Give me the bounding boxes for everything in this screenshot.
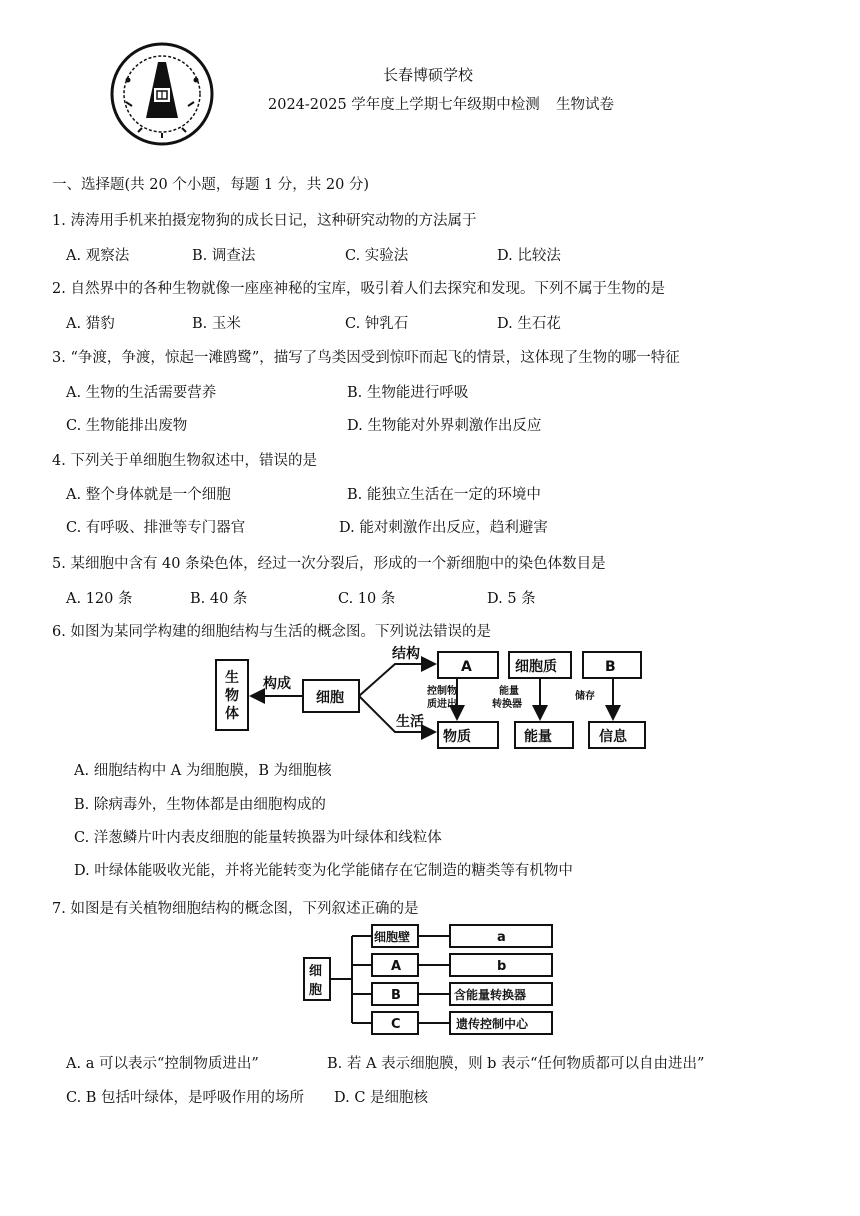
cytoplasm-label: 细胞质 bbox=[515, 659, 557, 675]
option-c: C. 有呼吸、排泄等专门器官 bbox=[66, 520, 246, 536]
option-d: D. 5 条 bbox=[487, 591, 536, 607]
converter-label: 转换器 bbox=[492, 699, 522, 710]
cell-char: 胞 bbox=[309, 983, 323, 998]
converter-label: 含能量转换器 bbox=[454, 988, 527, 1002]
option-a: A. 观察法 bbox=[66, 248, 130, 264]
option-a: A. 细胞结构中 A 为细胞膜，B 为细胞核 bbox=[74, 763, 332, 779]
option-c: C. 洋葱鳞片叶内表皮细胞的能量转换器为叶绿体和线粒体 bbox=[74, 830, 442, 846]
box-b-label: b bbox=[497, 959, 507, 974]
life-label: 生活 bbox=[396, 714, 424, 730]
box-a-label: A bbox=[461, 659, 472, 675]
option-d: D. 叶绿体能吸收光能，并将光能转变为化学能储存在它制造的糖类等有机物中 bbox=[74, 863, 573, 879]
box-A-label: A bbox=[391, 959, 402, 974]
school-name: 长春博硕学校 bbox=[383, 66, 474, 84]
option-d: D. C 是细胞核 bbox=[334, 1090, 429, 1106]
option-b: B. 若 A 表示细胞膜，则 b 表示“任何物质都可以自由进出” bbox=[327, 1056, 705, 1072]
section-heading: 一、选择题(共 20 个小题，每题 1 分，共 20 分) bbox=[52, 177, 370, 193]
option-b: B. 玉米 bbox=[192, 316, 241, 332]
matter-label: 物质 bbox=[443, 729, 471, 745]
box-a-label: a bbox=[497, 930, 506, 945]
cell-wall-label: 细胞壁 bbox=[374, 930, 411, 944]
box-b-label: B bbox=[605, 659, 616, 675]
option-b: B. 生物能进行呼吸 bbox=[347, 385, 469, 401]
option-a: A. a 可以表示“控制物质进出” bbox=[66, 1056, 259, 1072]
option-a: A. 猎豹 bbox=[66, 316, 115, 332]
box-C-label: C bbox=[391, 1017, 401, 1032]
option-d: D. 生物能对外界刺激作出反应 bbox=[347, 418, 542, 434]
option-c: C. 实验法 bbox=[345, 248, 409, 264]
subject-title: 生物试卷 bbox=[556, 97, 614, 113]
info-label: 信息 bbox=[599, 729, 627, 745]
option-b: B. 40 条 bbox=[190, 591, 248, 607]
question-stem: 1. 涛涛用手机来拍摄宠物狗的成长日记，这种研究动物的方法属于 bbox=[52, 213, 477, 229]
exam-title: 2024-2025 学年度上学期七年级期中检测 bbox=[268, 97, 540, 113]
control-center-label: 遗传控制中心 bbox=[456, 1017, 529, 1031]
question-stem: 4. 下列关于单细胞生物叙述中，错误的是 bbox=[52, 453, 317, 469]
option-c: C. 10 条 bbox=[338, 591, 396, 607]
energy-label: 能量 bbox=[524, 729, 552, 745]
compose-label: 构成 bbox=[263, 676, 291, 692]
option-a: A. 生物的生活需要营养 bbox=[66, 385, 217, 401]
option-c: C. 生物能排出废物 bbox=[66, 418, 188, 434]
plant-cell-concept-diagram-q7 bbox=[300, 920, 562, 1038]
option-c: C. 钟乳石 bbox=[345, 316, 409, 332]
cell-char: 细 bbox=[309, 964, 323, 979]
option-b: B. 能独立生活在一定的环境中 bbox=[347, 487, 541, 503]
option-b: B. 除病毒外，生物体都是由细胞构成的 bbox=[74, 797, 326, 813]
control-label: 控制物 bbox=[427, 686, 457, 697]
option-c: C. B 包括叶绿体，是呼吸作用的场所 bbox=[66, 1090, 305, 1106]
option-a: A. 120 条 bbox=[66, 591, 133, 607]
box-B-label: B bbox=[391, 988, 401, 1003]
question-stem: 5. 某细胞中含有 40 条染色体，经过一次分裂后，形成的一个新细胞中的染色体数目是 bbox=[52, 556, 606, 572]
question-stem: 3. “争渡，争渡，惊起一滩鸥鹭”，描写了鸟类因受到惊吓而起飞的情景，这体现了生物的哪一特征 bbox=[52, 350, 680, 366]
question-stem: 2. 自然界中的各种生物就像一座座神秘的宝库，吸引着人们去探究和发现。下列不属于生物的是 bbox=[52, 281, 665, 297]
question-stem: 7. 如图是有关植物细胞结构的概念图，下列叙述正确的是 bbox=[52, 901, 419, 917]
cell-concept-diagram-q6 bbox=[205, 642, 655, 754]
structure-label: 结构 bbox=[392, 646, 420, 662]
organism-char: 体 bbox=[225, 706, 239, 722]
option-d: D. 比较法 bbox=[497, 248, 561, 264]
option-a: A. 整个身体就是一个细胞 bbox=[66, 487, 231, 503]
option-d: D. 能对刺激作出反应，趋利避害 bbox=[339, 520, 548, 536]
cell-label: 细胞 bbox=[316, 690, 344, 706]
store-label: 储存 bbox=[575, 691, 595, 702]
organism-char: 物 bbox=[225, 688, 239, 704]
school-seal-logo bbox=[108, 40, 216, 148]
converter-label: 能量 bbox=[499, 686, 519, 697]
organism-char: 生 bbox=[225, 670, 239, 686]
control-label: 质进出 bbox=[427, 699, 457, 710]
option-b: B. 调查法 bbox=[192, 248, 256, 264]
option-d: D. 生石花 bbox=[497, 316, 561, 332]
question-stem: 6. 如图为某同学构建的细胞结构与生活的概念图。下列说法错误的是 bbox=[52, 624, 491, 640]
